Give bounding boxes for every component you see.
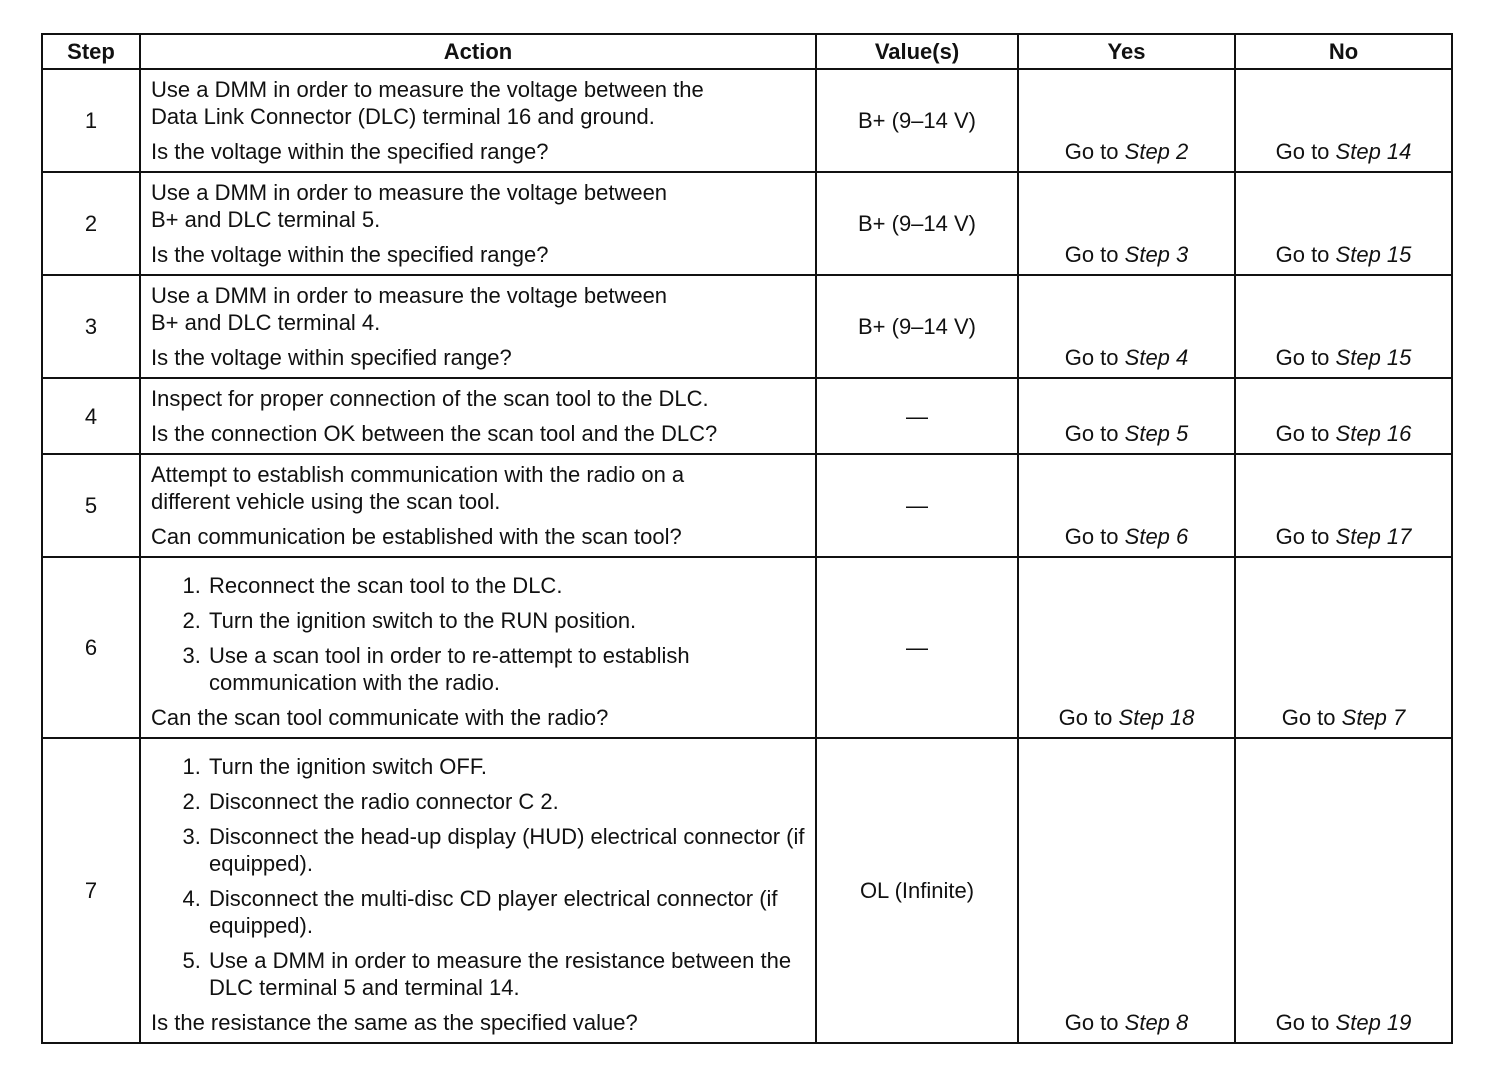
yes-cell [1018, 172, 1235, 275]
action-cell [140, 378, 816, 454]
goto-prefix: Go to [1275, 421, 1330, 446]
table-body [42, 69, 1452, 1043]
step-number: 3 [42, 275, 140, 378]
goto-prefix: Go to [1064, 139, 1119, 164]
goto-prefix: Go to [1058, 705, 1113, 730]
goto-prefix: Go to [1064, 421, 1119, 446]
goto-no-text [1276, 345, 1412, 370]
goto-prefix: Go to [1064, 345, 1119, 370]
action-text: Use a DMM in order to measure the voltage between [151, 283, 668, 308]
goto-step-ref: Step 6 [1124, 524, 1189, 549]
action-question: Is the connection OK between the scan tool and the DLC? [151, 421, 718, 446]
header-no: No [1235, 34, 1452, 69]
goto-no-text [1276, 524, 1412, 549]
goto-prefix: Go to [1275, 524, 1330, 549]
table-row [42, 738, 1452, 1043]
action-cell [140, 738, 816, 1043]
substep-item: 3. Disconnect the head-up display (HUD) electrical connector (if equipped). [207, 823, 805, 877]
header-action: Action [140, 34, 816, 69]
action-cell [140, 557, 816, 738]
action-cell [140, 69, 816, 172]
substep-item: 1. Turn the ignition switch OFF. [207, 753, 805, 780]
goto-prefix: Go to [1275, 242, 1330, 267]
goto-step-ref: Step 15 [1335, 242, 1412, 267]
goto-step-ref: Step 19 [1335, 1010, 1412, 1035]
action-question: Can the scan tool communicate with the radio? [151, 705, 609, 730]
action-text: B+ and DLC terminal 5. [151, 207, 381, 232]
substep-list [151, 753, 805, 1001]
step-number: 2 [42, 172, 140, 275]
header-row [42, 34, 1452, 69]
value-cell: OL (Infinite) [816, 738, 1018, 1043]
goto-yes-text [1065, 524, 1189, 549]
substep-item: 5. Use a DMM in order to measure the resistance between the DLC terminal 5 and terminal 14. [207, 947, 805, 1001]
goto-no-text [1276, 242, 1412, 267]
action-question: Is the voltage within the specified range? [151, 139, 549, 164]
goto-step-ref: Step 5 [1124, 421, 1189, 446]
value-cell: — [816, 454, 1018, 557]
goto-no-text [1276, 421, 1412, 446]
header-values: Value(s) [816, 34, 1018, 69]
action-text: Use a DMM in order to measure the voltage between [151, 180, 668, 205]
value-cell: B+ (9–14 V) [816, 275, 1018, 378]
goto-prefix: Go to [1064, 1010, 1119, 1035]
action-text: Inspect for proper connection of the scan tool to the DLC. [151, 386, 709, 411]
table-row [42, 275, 1452, 378]
action-question: Is the resistance the same as the specified value? [151, 1010, 638, 1035]
no-cell [1235, 738, 1452, 1043]
goto-no-text [1276, 1010, 1412, 1035]
value-cell: B+ (9–14 V) [816, 172, 1018, 275]
goto-step-ref: Step 8 [1124, 1010, 1189, 1035]
substep-item: 1. Reconnect the scan tool to the DLC. [207, 572, 805, 599]
goto-yes-text [1065, 345, 1189, 370]
goto-step-ref: Step 3 [1124, 242, 1189, 267]
action-text: Data Link Connector (DLC) terminal 16 and ground. [151, 104, 655, 129]
substep-list [151, 572, 805, 696]
goto-prefix: Go to [1275, 345, 1330, 370]
goto-step-ref: Step 2 [1124, 139, 1189, 164]
step-number: 5 [42, 454, 140, 557]
value-cell: B+ (9–14 V) [816, 69, 1018, 172]
goto-step-ref: Step 7 [1341, 705, 1406, 730]
step-number: 4 [42, 378, 140, 454]
goto-step-ref: Step 17 [1335, 524, 1412, 549]
action-question: Is the voltage within the specified range? [151, 242, 549, 267]
action-text: B+ and DLC terminal 4. [151, 310, 381, 335]
yes-cell [1018, 378, 1235, 454]
no-cell [1235, 378, 1452, 454]
yes-cell [1018, 557, 1235, 738]
step-number: 7 [42, 738, 140, 1043]
substep-item: 2. Disconnect the radio connector C 2. [207, 788, 805, 815]
yes-cell [1018, 69, 1235, 172]
substep-item: 4. Disconnect the multi-disc CD player electrical connector (if equipped). [207, 885, 805, 939]
goto-yes-text [1065, 139, 1189, 164]
action-text: different vehicle using the scan tool. [151, 489, 501, 514]
no-cell [1235, 69, 1452, 172]
diagnostic-table [41, 33, 1453, 1044]
goto-step-ref: Step 4 [1124, 345, 1189, 370]
table-row [42, 454, 1452, 557]
goto-yes-text [1065, 421, 1189, 446]
goto-yes-text [1059, 705, 1195, 730]
substep-item: 2. Turn the ignition switch to the RUN position. [207, 607, 805, 634]
value-cell: — [816, 557, 1018, 738]
yes-cell [1018, 454, 1235, 557]
goto-no-text [1282, 705, 1406, 730]
header-yes: Yes [1018, 34, 1235, 69]
action-question: Is the voltage within specified range? [151, 345, 512, 370]
table-row [42, 69, 1452, 172]
goto-no-text [1276, 139, 1412, 164]
goto-yes-text [1065, 242, 1189, 267]
action-cell [140, 275, 816, 378]
table-row [42, 378, 1452, 454]
header-step: Step [42, 34, 140, 69]
action-question: Can communication be established with the scan tool? [151, 524, 682, 549]
table-row [42, 557, 1452, 738]
yes-cell [1018, 275, 1235, 378]
goto-step-ref: Step 18 [1118, 705, 1195, 730]
goto-prefix: Go to [1281, 705, 1336, 730]
table-row [42, 172, 1452, 275]
no-cell [1235, 275, 1452, 378]
substep-item: 3. Use a scan tool in order to re-attempt to establish communication with the radio. [207, 642, 805, 696]
no-cell [1235, 557, 1452, 738]
goto-step-ref: Step 14 [1335, 139, 1412, 164]
goto-yes-text [1065, 1010, 1189, 1035]
goto-prefix: Go to [1064, 524, 1119, 549]
yes-cell [1018, 738, 1235, 1043]
goto-step-ref: Step 16 [1335, 421, 1412, 446]
step-number: 1 [42, 69, 140, 172]
action-text: Use a DMM in order to measure the voltage between the [151, 77, 704, 102]
goto-step-ref: Step 15 [1335, 345, 1412, 370]
action-text: Attempt to establish communication with the radio on a [151, 462, 685, 487]
goto-prefix: Go to [1275, 1010, 1330, 1035]
goto-prefix: Go to [1275, 139, 1330, 164]
no-cell [1235, 454, 1452, 557]
action-cell [140, 454, 816, 557]
goto-prefix: Go to [1064, 242, 1119, 267]
step-number: 6 [42, 557, 140, 738]
value-cell: — [816, 378, 1018, 454]
action-cell [140, 172, 816, 275]
no-cell [1235, 172, 1452, 275]
